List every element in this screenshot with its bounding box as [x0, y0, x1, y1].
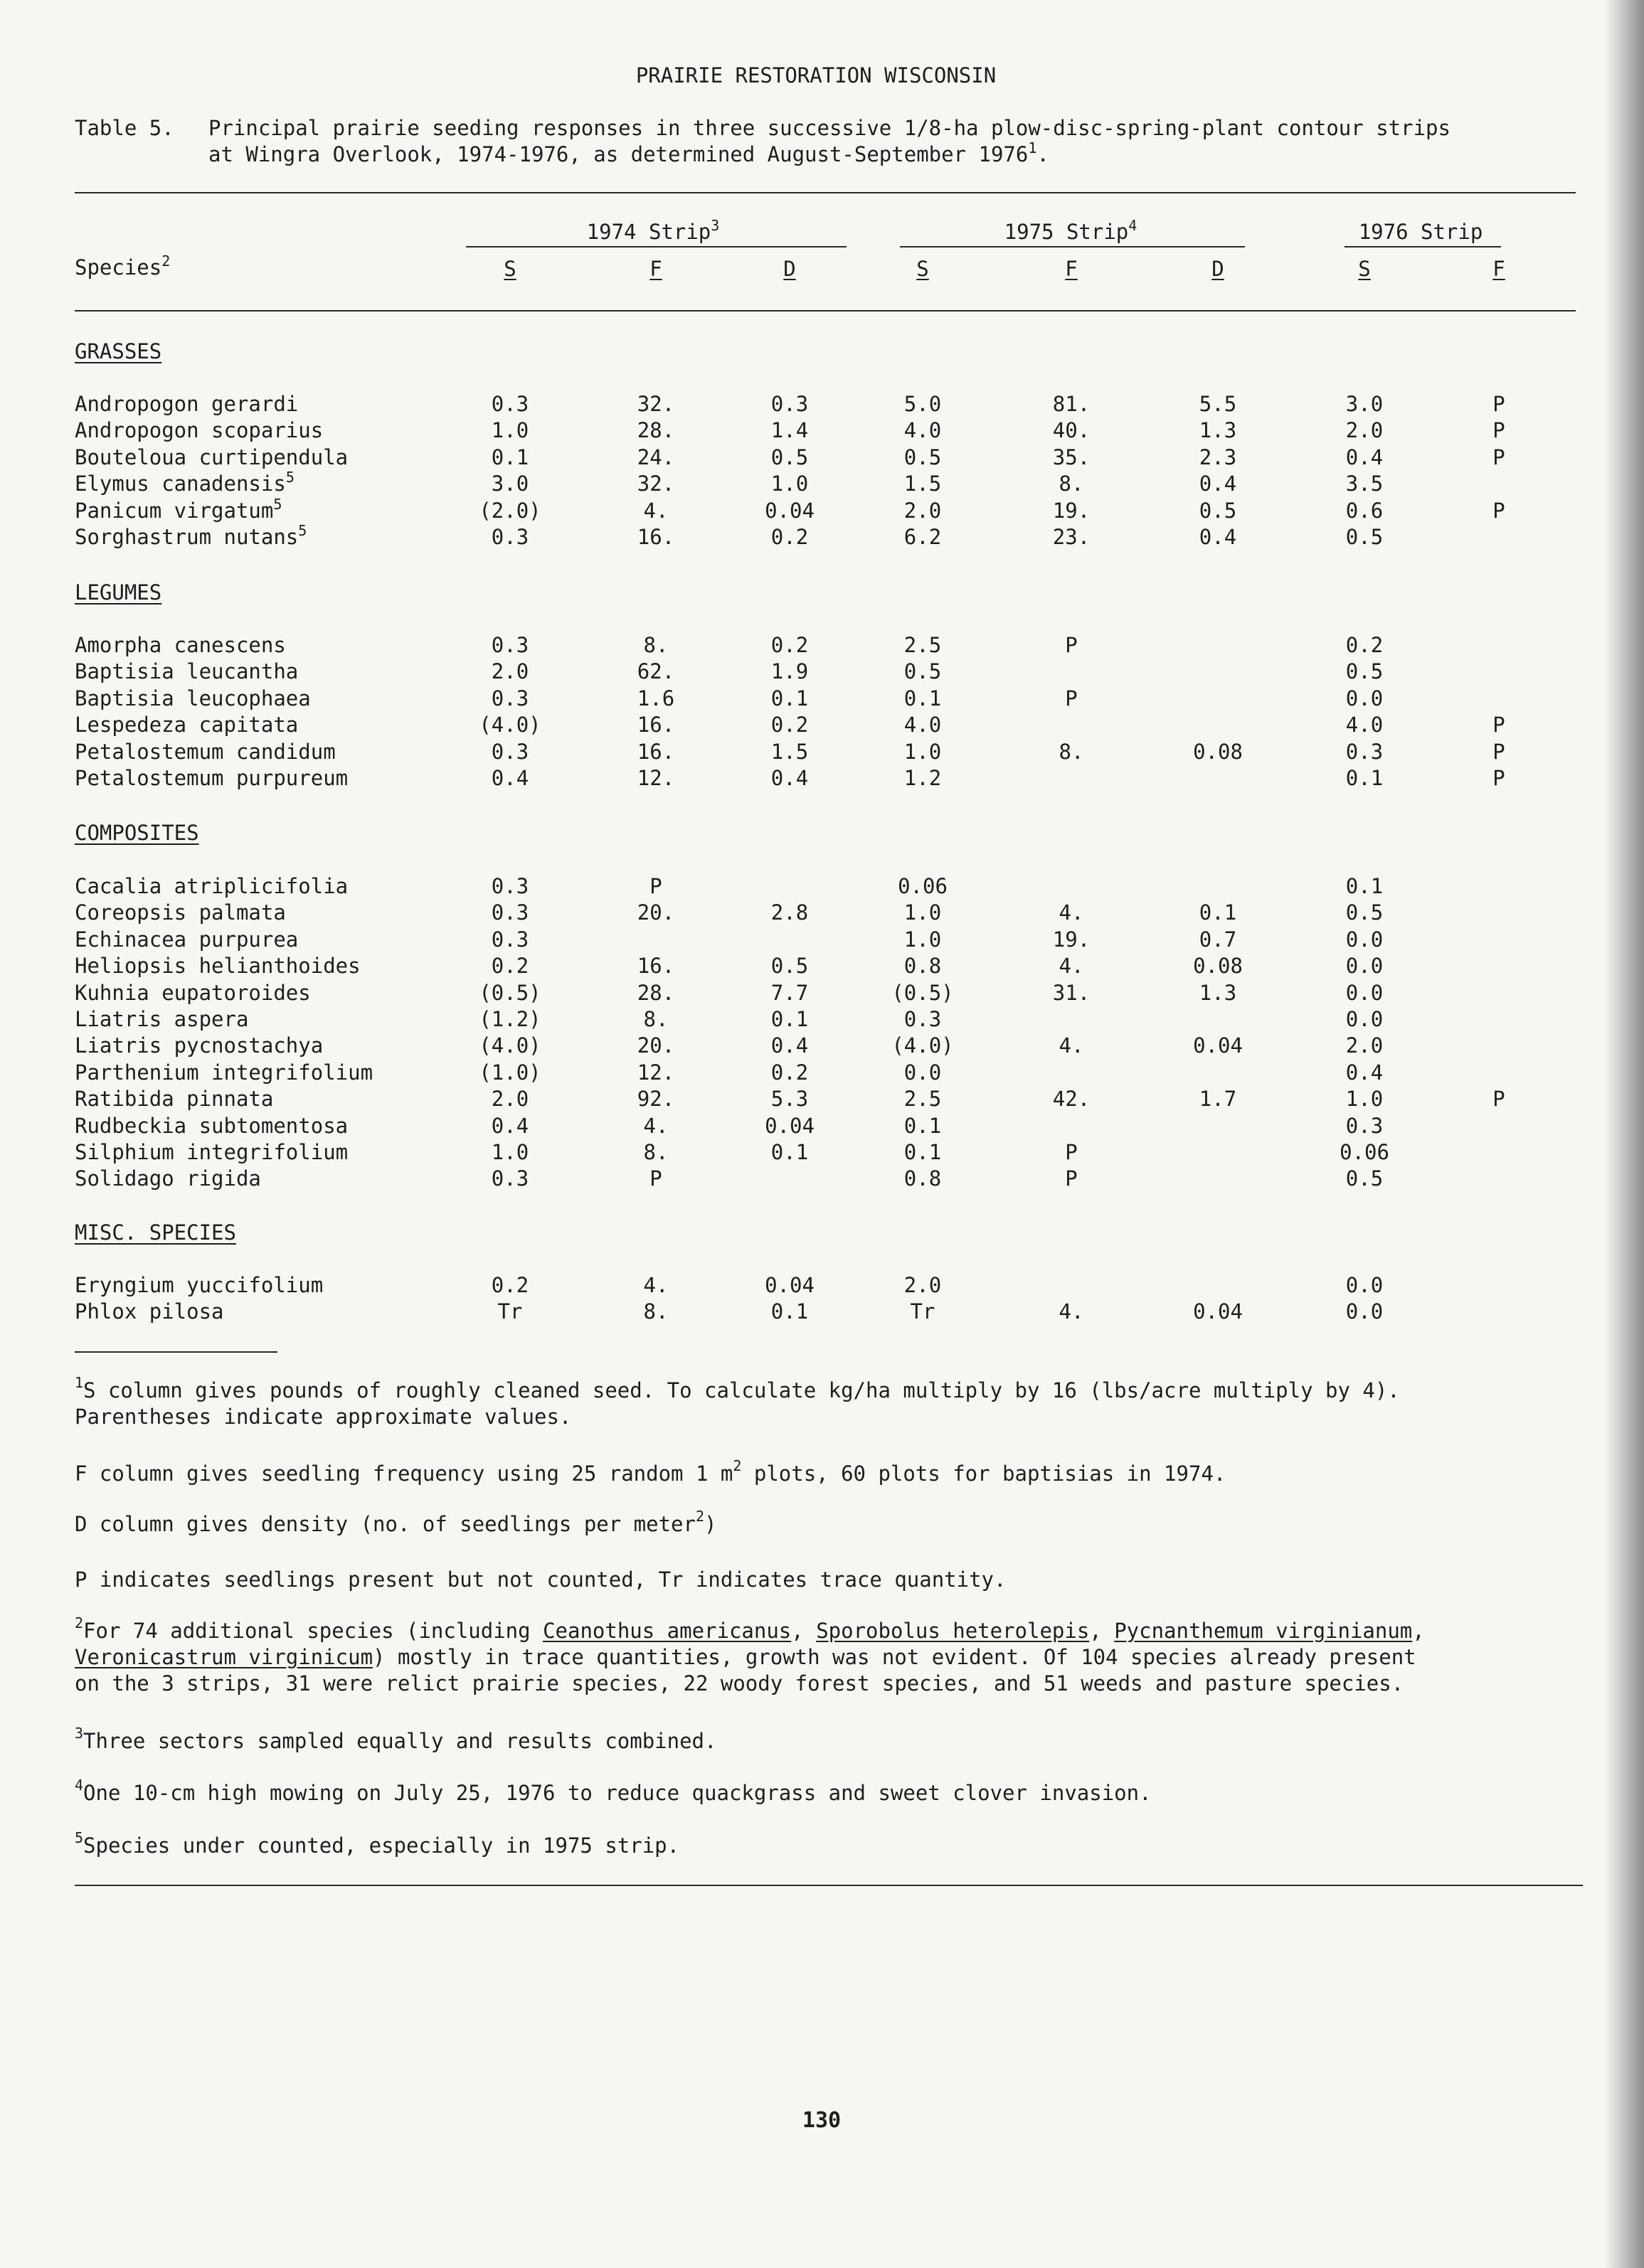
- footnote-1-density: D column gives density (no. of seedlings per meter$^2$): [75, 1508, 717, 1536]
- table-cell: 5.5: [1199, 392, 1237, 416]
- species-name: Coreopsis palmata: [75, 900, 286, 925]
- table-cell: 0.1: [770, 1007, 809, 1031]
- table-cell: 0.1: [1199, 900, 1237, 925]
- table-cell: P: [1065, 1140, 1078, 1164]
- table-cell: 0.3: [770, 392, 809, 416]
- subcolumn-header: F: [1065, 257, 1078, 281]
- table-cell: P: [1492, 445, 1505, 469]
- strip-header-3: 1976 Strip: [1358, 220, 1483, 244]
- table-cell: 5.3: [770, 1087, 809, 1111]
- table-cell: (0.5): [479, 981, 541, 1005]
- table-cell: 1.0: [903, 900, 942, 925]
- table-cell: 23.: [1052, 525, 1091, 549]
- table-cell: 12.: [637, 1060, 675, 1085]
- table-cell: 35.: [1052, 445, 1091, 469]
- species-name: Heliopsis helianthoides: [75, 954, 361, 978]
- table-cell: P: [1492, 499, 1505, 523]
- species-name: Lespedeza capitata: [75, 713, 299, 737]
- group-heading: MISC. SPECIES: [75, 1220, 236, 1245]
- subcolumn-header: D: [1211, 257, 1224, 281]
- species-name: Phlox pilosa: [75, 1299, 224, 1324]
- table-cell: 1.2: [903, 766, 942, 790]
- species-name: Andropogon gerardi: [75, 392, 299, 416]
- table-cell: 1.0: [1345, 1087, 1384, 1111]
- table-cell: 8.: [643, 633, 669, 657]
- table-cell: 4.: [643, 499, 669, 523]
- group-heading: COMPOSITES: [75, 821, 199, 845]
- table-cell: 0.5: [770, 954, 809, 978]
- table-cell: 0.08: [1193, 740, 1243, 764]
- table-cell: 2.5: [903, 633, 942, 657]
- species-name: Solidago rigida: [75, 1166, 261, 1191]
- strip-header-1: 1974 Strip$^3$: [586, 217, 720, 244]
- table-cell: (4.0): [479, 1033, 541, 1058]
- table-cell: 0.2: [491, 1273, 529, 1297]
- table-cell: P: [1492, 766, 1505, 790]
- table-cell: P: [1492, 713, 1505, 737]
- table-cell: 0.3: [491, 874, 529, 898]
- table-cell: 0.1: [1345, 766, 1384, 790]
- table-cell: (4.0): [479, 713, 541, 737]
- table-cell: 0.4: [1345, 1060, 1384, 1085]
- footnote-1-present: P indicates seedlings present but not counted, Tr indicates trace quantity.: [75, 1567, 1007, 1592]
- table-cell: 0.08: [1193, 954, 1243, 978]
- table-cell: 28.: [637, 981, 675, 1005]
- header-bottom-rule: [75, 310, 1576, 312]
- group-heading: LEGUMES: [75, 580, 162, 605]
- table-cell: P: [1065, 686, 1078, 710]
- table-cell: 0.04: [765, 1114, 815, 1138]
- strip-header-rule-3: [1345, 246, 1501, 247]
- table-cell: (1.0): [479, 1060, 541, 1085]
- table-cell: 62.: [637, 659, 675, 683]
- table-caption-line-2: at Wingra Overlook, 1974-1976, as determined August-September 1976$^1$.: [208, 139, 1049, 166]
- table-cell: 2.0: [903, 499, 942, 523]
- table-cell: 0.0: [1345, 1273, 1384, 1297]
- table-cell: 0.0: [1345, 1007, 1384, 1031]
- table-cell: 8.: [643, 1299, 669, 1324]
- table-cell: 0.0: [1345, 954, 1384, 978]
- table-cell: 0.4: [1199, 525, 1237, 549]
- table-cell: 0.2: [491, 954, 529, 978]
- species-name: Echinacea purpurea: [75, 927, 299, 952]
- table-cell: 24.: [637, 445, 675, 469]
- table-cell: 0.4: [1345, 445, 1384, 469]
- table-cell: 2.8: [770, 900, 809, 925]
- table-cell: 0.4: [1199, 472, 1237, 496]
- table-cell: 1.3: [1199, 418, 1237, 442]
- table-cell: 0.0: [1345, 686, 1384, 710]
- table-cell: 4.: [1059, 1299, 1084, 1324]
- table-cell: 0.04: [1193, 1299, 1243, 1324]
- table-cell: (1.2): [479, 1007, 541, 1031]
- table-cell: 81.: [1052, 392, 1091, 416]
- table-cell: P: [649, 874, 662, 898]
- table-cell: 0.5: [1345, 900, 1384, 925]
- table-cell: 8.: [1059, 740, 1084, 764]
- table-cell: 3.0: [491, 472, 529, 496]
- table-cell: 0.3: [491, 900, 529, 925]
- table-cell: 0.7: [1199, 927, 1237, 952]
- table-cell: 16.: [637, 954, 675, 978]
- table-top-rule: [75, 192, 1576, 193]
- table-cell: P: [1065, 1166, 1078, 1191]
- table-cell: 1.5: [770, 740, 809, 764]
- table-cell: 0.5: [770, 445, 809, 469]
- table-cell: 16.: [637, 525, 675, 549]
- table-cell: 0.3: [491, 740, 529, 764]
- table-cell: 0.3: [491, 633, 529, 657]
- table-cell: 1.0: [903, 740, 942, 764]
- table-cell: 0.4: [491, 1114, 529, 1138]
- footnote-1-frequency: F column gives seedling frequency using 25 random 1 $m^2$ plots, 60 plots for baptisias in 1974.: [75, 1457, 1226, 1486]
- table-cell: Tr: [910, 1299, 935, 1324]
- table-cell: 0.3: [903, 1007, 942, 1031]
- strip-header-2: 1975 Strip$^4$: [1004, 217, 1137, 244]
- species-name: Liatris pycnostachya: [75, 1033, 324, 1058]
- table-cell: 0.5: [903, 445, 942, 469]
- table-caption-line-1: Principal prairie seeding responses in three successive 1/8-ha plow-disc-spring-plant contour strips: [208, 116, 1451, 140]
- table-cell: 8.: [643, 1007, 669, 1031]
- table-cell: 2.0: [491, 659, 529, 683]
- species-name: Panicum virgatum$^5$: [75, 496, 282, 523]
- species-name: Amorpha canescens: [75, 633, 286, 657]
- species-name: Kuhnia eupatoroides: [75, 981, 311, 1005]
- table-cell: 2.0: [903, 1273, 942, 1297]
- footnote-2: $^2$For 74 additional species (including Ceanothus americanus, Sporobolus heterolepis, Pycnanthemum virginianum, Veronicastrum virginicum) mostly in trace quantities, growth was not evident. Of 104 species already present on the 3 strips, 31 were relict prairie species, 22 woody forest species, and 51 weeds and pasture species.: [75, 1614, 1425, 1695]
- species-name: Liatris aspera: [75, 1007, 249, 1031]
- species-name: Baptisia leucantha: [75, 659, 299, 683]
- table-cell: 0.3: [491, 525, 529, 549]
- table-cell: 4.0: [903, 713, 942, 737]
- table-cell: P: [1492, 392, 1505, 416]
- table-cell: 4.0: [903, 418, 942, 442]
- table-cell: 0.0: [1345, 1299, 1384, 1324]
- footnote-rule: [75, 1351, 277, 1353]
- table-cell: 2.0: [491, 1087, 529, 1111]
- table-cell: 0.4: [491, 766, 529, 790]
- table-cell: 0.3: [491, 392, 529, 416]
- table-cell: 0.4: [770, 766, 809, 790]
- table-cell: 16.: [637, 713, 675, 737]
- table-cell: 4.: [1059, 900, 1084, 925]
- table-cell: 0.5: [903, 659, 942, 683]
- table-cell: 20.: [637, 900, 675, 925]
- table-cell: 32.: [637, 392, 675, 416]
- table-cell: (0.5): [891, 981, 954, 1005]
- table-cell: 0.6: [1345, 499, 1384, 523]
- table-cell: 92.: [637, 1087, 675, 1111]
- table-cell: 4.: [1059, 1033, 1084, 1058]
- table-cell: 4.: [643, 1273, 669, 1297]
- table-cell: 19.: [1052, 499, 1091, 523]
- group-heading: GRASSES: [75, 339, 162, 363]
- table-cell: 8.: [1059, 472, 1084, 496]
- table-cell: 31.: [1052, 981, 1091, 1005]
- table-cell: 12.: [637, 766, 675, 790]
- footnote-1: $^1$S column gives pounds of roughly cleaned seed. To calculate kg/ha multiply by 16 (lbs/acre multiply by 4). Parentheses indicate approximate values.: [75, 1374, 1400, 1429]
- species-name: Parthenium integrifolium: [75, 1060, 373, 1085]
- table-cell: 16.: [637, 740, 675, 764]
- table-cell: 0.0: [903, 1060, 942, 1085]
- species-name: Baptisia leucophaea: [75, 686, 311, 710]
- strip-header-rule-1: [466, 246, 847, 247]
- species-name: Andropogon scoparius: [75, 418, 324, 442]
- table-cell: 40.: [1052, 418, 1091, 442]
- table-cell: 2.0: [1345, 1033, 1384, 1058]
- table-cell: 4.: [1059, 954, 1084, 978]
- footnote-4: $^4$One 10-cm high mowing on July 25, 1976 to reduce quackgrass and sweet clover invasion.: [75, 1777, 1152, 1805]
- table-cell: 3.0: [1345, 392, 1384, 416]
- table-cell: 0.0: [1345, 981, 1384, 1005]
- table-cell: 3.5: [1345, 472, 1384, 496]
- table-cell: 4.: [643, 1114, 669, 1138]
- species-name: Petalostemum purpureum: [75, 766, 349, 790]
- table-cell: (2.0): [479, 499, 541, 523]
- table-cell: 42.: [1052, 1087, 1091, 1111]
- table-cell: 0.1: [770, 1140, 809, 1164]
- footnote-5: $^5$Species under counted, especially in 1975 strip.: [75, 1829, 680, 1858]
- table-cell: 5.0: [903, 392, 942, 416]
- table-cell: 1.7: [1199, 1087, 1237, 1111]
- table-caption-label: Table 5.: [75, 116, 174, 140]
- table-cell: 1.0: [491, 418, 529, 442]
- table-cell: 1.0: [903, 927, 942, 952]
- table-cell: 1.4: [770, 418, 809, 442]
- table-cell: 0.04: [1193, 1033, 1243, 1058]
- table-cell: 0.2: [770, 525, 809, 549]
- page-number: 130: [802, 2108, 842, 2133]
- table-cell: 0.3: [491, 927, 529, 952]
- table-cell: 0.2: [770, 1060, 809, 1085]
- table-cell: 0.06: [1340, 1140, 1389, 1164]
- table-bottom-rule: [75, 1885, 1583, 1886]
- table-cell: 0.1: [491, 445, 529, 469]
- species-name: Elymus canadensis$^5$: [75, 469, 295, 496]
- table-cell: 0.3: [491, 1166, 529, 1191]
- table-cell: 28.: [637, 418, 675, 442]
- table-cell: 0.1: [903, 686, 942, 710]
- table-cell: 0.8: [903, 1166, 942, 1191]
- subcolumn-header: S: [916, 257, 929, 281]
- table-cell: 0.1: [903, 1114, 942, 1138]
- table-cell: 0.2: [770, 633, 809, 657]
- table-cell: 0.04: [765, 1273, 815, 1297]
- table-cell: 0.5: [1345, 659, 1384, 683]
- table-cell: 0.06: [898, 874, 948, 898]
- table-cell: 1.5: [903, 472, 942, 496]
- subcolumn-header: F: [1492, 257, 1505, 281]
- table-cell: 4.0: [1345, 713, 1384, 737]
- species-name: Rudbeckia subtomentosa: [75, 1114, 349, 1138]
- subcolumn-header: S: [504, 257, 516, 281]
- table-cell: 0.1: [770, 686, 809, 710]
- subcolumn-header: S: [1358, 257, 1371, 281]
- table-cell: 1.3: [1199, 981, 1237, 1005]
- running-head: PRAIRIE RESTORATION WISCONSIN: [635, 63, 997, 87]
- table-cell: 0.5: [1345, 1166, 1384, 1191]
- table-cell: 1.6: [637, 686, 675, 710]
- species-column-header: Species$^2$: [75, 252, 171, 279]
- table-cell: 1.0: [491, 1140, 529, 1164]
- subcolumn-header: F: [649, 257, 662, 281]
- table-cell: 0.3: [1345, 740, 1384, 764]
- table-cell: 2.0: [1345, 418, 1384, 442]
- table-cell: P: [1492, 418, 1505, 442]
- table-cell: 0.2: [1345, 633, 1384, 657]
- table-cell: 0.1: [903, 1140, 942, 1164]
- species-name: Ratibida pinnata: [75, 1087, 274, 1111]
- table-cell: P: [1492, 1087, 1505, 1111]
- strip-header-rule-2: [900, 246, 1245, 247]
- table-cell: 0.0: [1345, 927, 1384, 952]
- table-cell: 0.5: [1199, 499, 1237, 523]
- species-name: Sorghastrum nutans$^5$: [75, 522, 307, 549]
- table-cell: P: [1065, 633, 1078, 657]
- table-cell: 0.1: [770, 1299, 809, 1324]
- species-name: Cacalia atriplicifolia: [75, 874, 349, 898]
- table-cell: P: [1492, 740, 1505, 764]
- table-cell: Tr: [497, 1299, 523, 1324]
- footnote-3: $^3$Three sectors sampled equally and results combined.: [75, 1725, 717, 1753]
- species-name: Petalostemum candidum: [75, 740, 336, 764]
- table-cell: 0.2: [770, 713, 809, 737]
- table-cell: 0.1: [1345, 874, 1384, 898]
- table-cell: 0.3: [1345, 1114, 1384, 1138]
- table-cell: 1.0: [770, 472, 809, 496]
- table-cell: 1.9: [770, 659, 809, 683]
- table-cell: 8.: [643, 1140, 669, 1164]
- table-cell: 0.3: [491, 686, 529, 710]
- table-cell: 32.: [637, 472, 675, 496]
- table-cell: 2.3: [1199, 445, 1237, 469]
- table-cell: 6.2: [903, 525, 942, 549]
- subcolumn-header: D: [783, 257, 796, 281]
- table-cell: 0.04: [765, 499, 815, 523]
- species-name: Bouteloua curtipendula: [75, 445, 349, 469]
- table-cell: 7.7: [770, 981, 809, 1005]
- table-cell: 0.8: [903, 954, 942, 978]
- table-cell: 20.: [637, 1033, 675, 1058]
- table-cell: P: [649, 1166, 662, 1191]
- species-name: Eryngium yuccifolium: [75, 1273, 324, 1297]
- table-cell: (4.0): [891, 1033, 954, 1058]
- page-edge-shadow: [1604, 0, 1644, 2268]
- table-cell: 2.5: [903, 1087, 942, 1111]
- species-name: Silphium integrifolium: [75, 1140, 349, 1164]
- table-cell: 0.5: [1345, 525, 1384, 549]
- table-cell: 19.: [1052, 927, 1091, 952]
- table-cell: 0.4: [770, 1033, 809, 1058]
